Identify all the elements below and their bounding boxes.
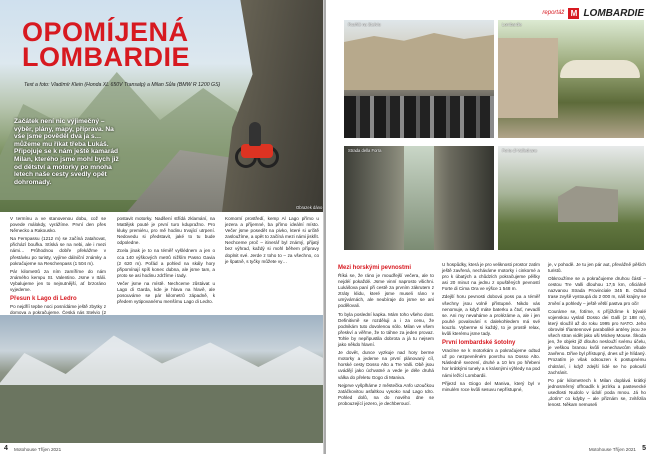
section-heading: První lombardské šotolny	[442, 340, 516, 347]
right-column-1	[338, 262, 434, 409]
paragraph: je, v pohodě. Je tu jen pár aut, převážně pěších turistů.	[548, 262, 646, 274]
title-line2: LOMBARDIE	[22, 42, 190, 72]
article-credits: Text a foto: Vladimír Klein (Honda XL 650V Transalp) a Milan Sůla (BMW R 1200 GS)	[24, 82, 221, 88]
article-title	[22, 17, 190, 72]
paragraph: V termínu a ve stanovenou dobu, což se povede málokdy, vyrážíme. První den přes Německo a Rakousko.	[10, 216, 106, 234]
photo-caption: Strada della Forra	[348, 148, 382, 153]
right-page	[326, 0, 650, 454]
snowy-mountains-photo	[0, 315, 324, 443]
right-column-3	[548, 262, 646, 410]
paragraph: Na Fernpassu (1212 m) se začíná zatahovat, přichází bouřka. Stíská se na nebi, ale i mezi námi… Průhodnou dobře překážme v přestávku po turisty, vyjíme dálniční známky a pokračujeme na Reschenpass (1 504 m).	[10, 236, 106, 266]
paragraph: Pár kilometrů za ním zamíříme do nám známého kempu St. Valentino. Jsme v Itálii. Vybalujeme jen to nejnutnější, ať brzoráno vyjedeme.	[10, 268, 106, 293]
right-footer	[326, 443, 650, 454]
page-number: 5	[642, 445, 646, 452]
article-intro: Začátek není nic výjimečný – výběr, plány, mapy, příprava. Na vše jsme pověděl dva ja s… můžeme mu říkat třeba Lukáš. Připojuje se k nám ještě kamarád Milan, kterého jsme mohl bych již od dětství a motorky po mnoha letech naše cesty svedly opět dohromady.	[14, 118, 119, 186]
paragraph: Po nejdříí tepbe noci posnídáme ještě zbytky z domova a pokračujeme. Česká nás Stelvio (2	[10, 304, 106, 316]
section-heading: Mezi horskými pevnostmi	[338, 265, 412, 271]
section-heading: Přesun k Lago di Ledro	[10, 296, 77, 303]
paragraph: Vracíme se k motorkám a pokračujeme odtud už po nezpevněném povrchu na Dosso Alto. Následně svezení, druhé a 10 km po hřebeni hor krátkými tunely a s krásnými výhledy na pod námi ležící Lombardii.	[442, 348, 540, 378]
paragraph: Couráme se, fotíme, s příjíždíme k bývalé vojenskou vyslatí Dosso dei Galli (2 188 m), který sloužil až do roku 1995 pro NATO. Jeho obrovité třiantennové paraboliké antény jsou ze všech stran vidět jako uši Mickey Mouse. Škoda jen, že objekt již dlouho neslouží svému účelu, je veškou branou kvůli nenechavcům všude zavřeno. Dřive byl přístupný, dnes už je hlídaný. Prozatím je však odsouzen k postupnému chátrání, i když zdejší lidé se ho pokouší zachránit.	[548, 308, 646, 375]
left-footer	[0, 443, 324, 454]
paragraph: Obkroužíme se a pokračujeme druhou částí – cestou Tre Valli dlouhou 17,5 km, oficiálně nazvanou Strada Provinciale 345 B. Odtud trase zvyšě vystoupá do 2 000 m, náš krajiny se změní a pohledy – ještě větší pastva pro oči!	[548, 276, 646, 306]
photo-caption: Lombardie	[502, 22, 522, 27]
magazine-name: Motohouse Tříjen 2021	[588, 447, 636, 452]
photo-caption: Rozhlé na Stelviu	[348, 22, 381, 27]
photo-village-terrace	[498, 20, 644, 138]
motorcycle-rider	[235, 118, 279, 168]
paragraph: Komorní prostředí, kemp Al Lago přímo u jezera a příjemné, ba přímo ideální místo. Večer jsme posedět na pivko, které si určitě zasloužíme, a opět to začíná mezi námi jiskřit. Nechceme proč – itinerář byl známý, přijatý bez výhrad, každý si mohl během přípravy doplnit své. Jerde z toho to – za všechno, co je špatně, s tyčky můžete vy…	[225, 216, 319, 264]
paragraph: Zdejší horu pevnosti dobová poss pa a téměř všechny jsou volně přístupné. Nikdo vás nenomuje, a když máte baterku a čtuť, nevadlí se. Ani my nevaháme a prolézáme a, ale i jen pouhé povalování s dalekohledem má své kouzlo. Vyberme si každý, to je prostě relax, kvůli kterému jsme tady.	[442, 294, 540, 337]
paragraph: To byla poslední kapka. Mám toho všeho dost. Definitivně se rozděluji a i za cenu, že podnikám tuto dovolenou sólo. Milan ve všem přeskví a věřme, že to táhne za jeden provaz. Tohle by nepřipustila dobrota a já tu nejsem jako někdo hlavní.	[338, 311, 434, 348]
rock-wall	[222, 0, 324, 212]
paragraph: Zcela jinak je to na téměř vyšlédnem a jen o cca 140 výškových metrů nižším Passo Gavia (2 620 m). Pořád a pohled na skály hory připomínají spíš konec dubna, ale jsme tam, a proto se asi hodinu zdržíme i tady.	[117, 248, 215, 278]
photo-fortress	[498, 146, 644, 250]
paragraph: Přijezd na Giogo del Maniva, který byl v minulém roce kvůli sesuvu nepřístupné,	[442, 380, 540, 392]
page-number: 4	[4, 445, 8, 452]
paragraph: Nejprve vyšplháme z městečka Anfo uzoučkou zatáčkovitou asfaltkou vysoko nad Lago Idro. Pohled dolů, na do nového dne se probouzející jezero, je dechberoucí.	[338, 382, 434, 406]
region-title: LOMBARDIE	[583, 7, 644, 19]
title-line1: OPOMÍJENÁ	[22, 17, 189, 47]
paragraph: U hospůdky, která je pro veliknosti prostor zatím ještě zavřená, necháváme motorky i cinkorné a pro k úbatých a chůdzích pokračujeme pěšky asi 20 minut na jednu z opuštěných pevností Forte di Cima Ora ve výšce 1 548 m.	[442, 262, 540, 292]
right-column-2	[442, 262, 540, 395]
paragraph: Je dovět, dunce vyzkuje nad hory berme motorky a jedeme na první plánovaný cíl, horské cesty Dosso Alto a Tre Valli. Obě jsou uvádějí jako úchvatné a vede je déle druhá válka do přeletu Gogo di Maniva.	[338, 350, 434, 380]
hero-caption: Obrazek dáno	[296, 205, 323, 210]
left-column-1	[10, 216, 106, 331]
section-label: reportáž	[542, 10, 565, 16]
photo-bikes-parking	[344, 20, 494, 138]
magazine-name: Motohouse Tříjen 2021	[14, 447, 62, 452]
photo-gorge-road	[344, 146, 494, 250]
section-header	[542, 6, 644, 20]
left-page	[0, 0, 324, 454]
left-column-2	[117, 216, 215, 307]
paragraph: Večer jsme na místě. Nechceme zůstávat u Lago di Garda, kde je hlava na hlavě, ale posouváme se pár kilometrů západně, k předem vytipovanému menšímu Lago di Ledro.	[117, 280, 215, 305]
photo-caption: Forte di Valledrane	[502, 148, 538, 153]
magazine-logo-icon: M	[568, 8, 579, 19]
paragraph: Po pár kilometrech k Milan doplává krátký jednosměrný offroadík k jezírku a pastevecké usedlosti Nudolo v údolí poda mnou. Já ho „dotím“ co kdyby – ale přiznám se, zvítězila lenost. Někam nemuseli	[548, 377, 646, 408]
paragraph: postavit motorky. Nadšení střídá zklamání, na Mattějsk pouté je první turo kdupražno. Pro kluky premiéru, pro mě hodinu trvající utrpení. Nedovedu si představit, jaké to tu bude odpoledne.	[117, 216, 215, 246]
hero-photo	[0, 0, 324, 212]
left-column-3	[225, 216, 319, 267]
paragraph: Říká se, že ráno je moudřejší večera, ale to nejdéí pokaždé. Jsme vinní naprosto všichni. Lukášova paní při cestě za prvním zákrutem z ztráty klidu, které jsme museli ráno v umývárnách, ale neubíraje do jsme se ani podělovali.	[338, 273, 434, 309]
